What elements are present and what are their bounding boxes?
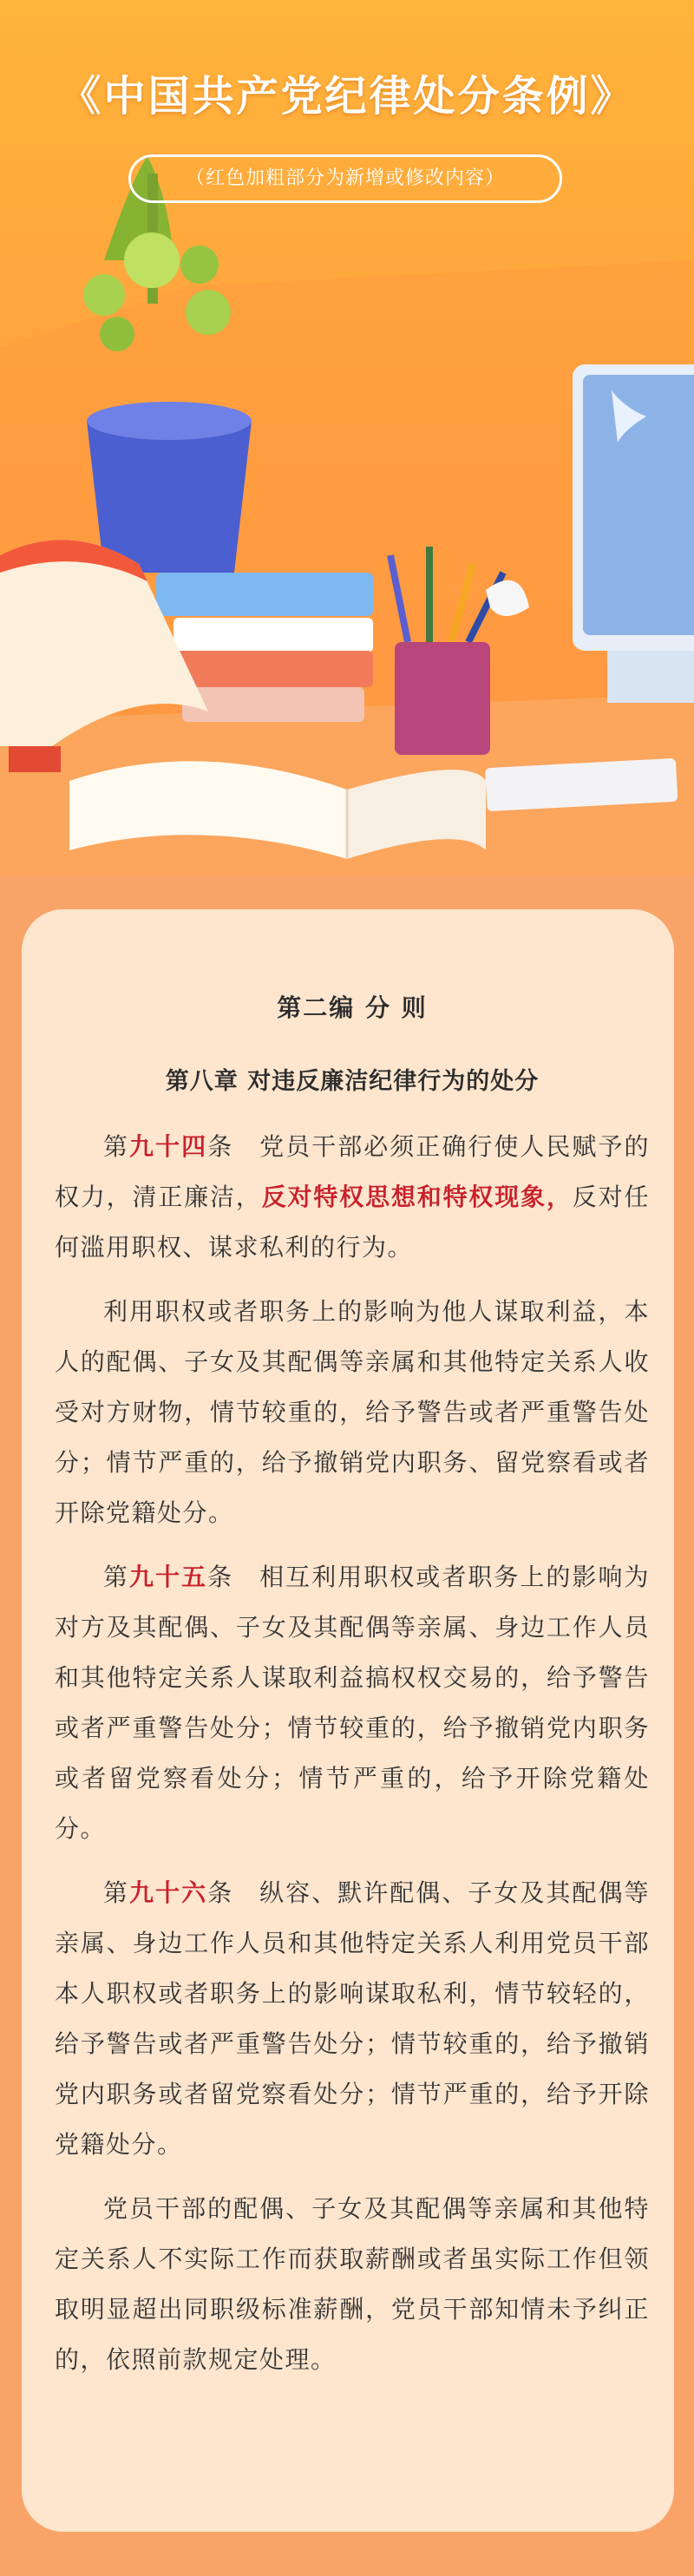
article-text: 条 党员干部必须正确行使人民赋予的权力，清正廉洁， <box>55 1132 650 1211</box>
part-title: 第二编 分 则 <box>277 993 428 1022</box>
article-number: 九十六 <box>129 1878 208 1907</box>
chapter-title: 第八章 对违反廉洁纪律行为的处分 <box>165 1068 540 1095</box>
article-95-paragraph <box>55 1552 650 1854</box>
article-text: 条 相互利用职权或者职务上的影响为对方及其配偶、子女及其配偶等亲属、身边工作人员和其他特定关系人谋取利益搞权权交易的，给予警告或者严重警告处分；情节较重的，给予撤销党内职务或者留党察看处分；情节严重的，给予开除党籍处分。 <box>55 1563 650 1843</box>
paragraph: 党员干部的配偶、子女及其配偶等亲属和其他特定关系人不实际工作而获取薪酬或者虽实际工作但领取明显超出同职级标准薪酬，党员干部知情未予纠正的，依照前款规定处理。 <box>55 2194 650 2374</box>
page-title: 《中国共产党纪律处分条例》 <box>59 72 635 121</box>
article-prefix: 第 <box>103 1132 130 1161</box>
article-prefix: 第 <box>103 1878 130 1907</box>
article-text: 条 纵容、默许配偶、子女及其配偶等亲属、身边工作人员和其他特定关系人利用党员干部本人职权或者职务上的影响谋取私利，情节较轻的，给予警告或者严重警告处分；情节较重的，给予撤销党内职务或者留党察看处分；情节严重的，给予开除党籍处分。 <box>55 1878 650 2159</box>
hero-banner <box>0 0 694 876</box>
article-prefix: 第 <box>103 1563 130 1591</box>
article-number: 九十四 <box>129 1132 208 1161</box>
article-number: 九十五 <box>129 1563 208 1591</box>
subtitle-badge: （红色加粗部分为新增或修改内容） <box>128 154 562 203</box>
desk-illustration <box>0 0 694 876</box>
article-text-tail: 反对任何滥用职权、谋求私利的行为。 <box>55 1183 650 1262</box>
article-96-paragraph <box>55 1868 650 2170</box>
content-card <box>22 909 674 2532</box>
paragraph: 利用职权或者职务上的影响为他人谋取利益，本人的配偶、子女及其配偶等亲属和其他特定关系人收受对方财物，情节较重的，给予警告或者严重警告处分；情节严重的，给予撤销党内职务、留党察看或者开除党籍处分。 <box>55 1297 650 1527</box>
highlighted-text: 反对特权思想和特权现象， <box>261 1183 573 1211</box>
article-94-paragraph <box>55 1122 650 1273</box>
